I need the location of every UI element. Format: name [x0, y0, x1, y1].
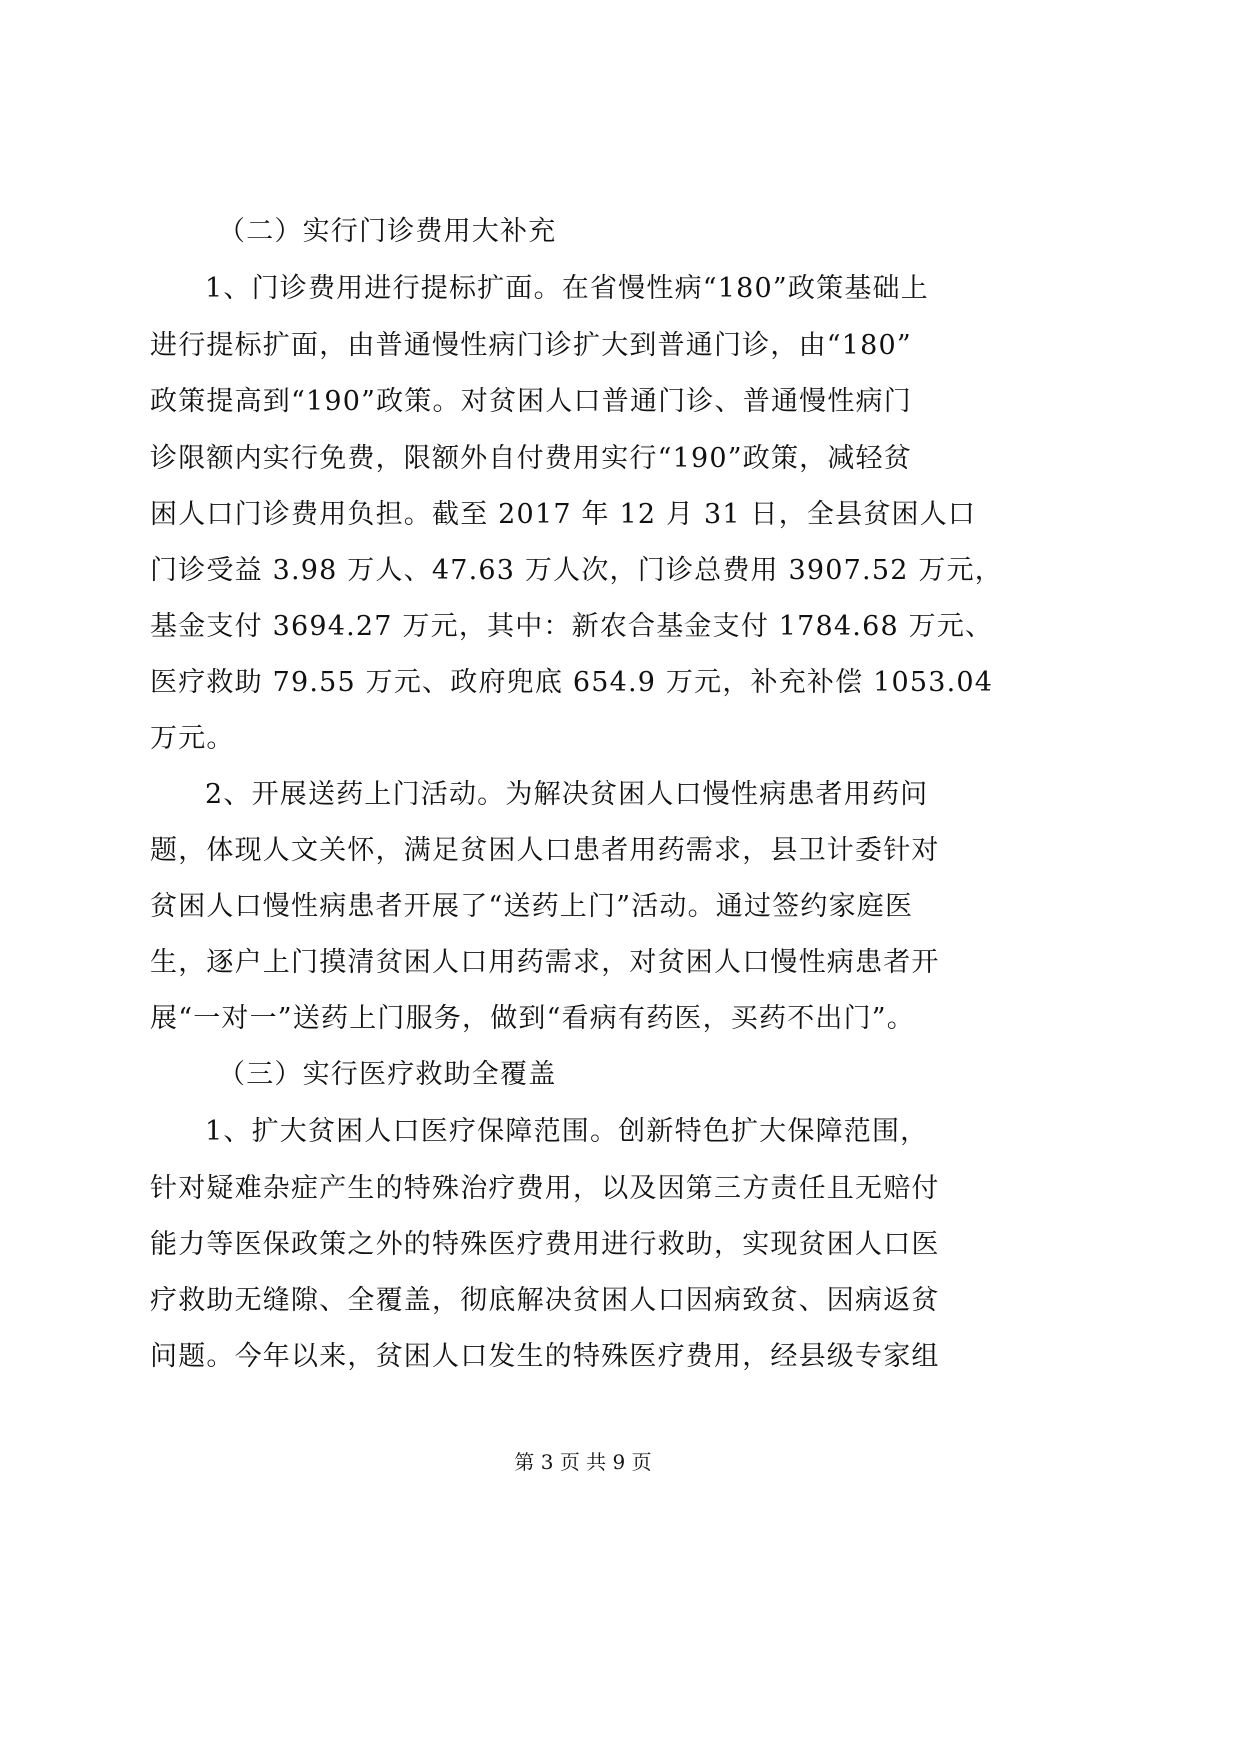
paragraph-line: 能力等医保政策之外的特殊医疗费用进行救助，实现贫困人口医 — [150, 1229, 940, 1260]
paragraph-line: 问题。今年以来，贫困人口发生的特殊医疗费用，经县级专家组 — [150, 1341, 940, 1372]
paragraph-line: 进行提标扩面，由普通慢性病门诊扩大到普通门诊，由“180” — [150, 330, 912, 361]
paragraph-line: 1、扩大贫困人口医疗保障范围。创新特色扩大保障范围， — [205, 1116, 929, 1147]
section-heading: （三）实行医疗救助全覆盖 — [218, 1059, 557, 1090]
paragraph-line: 展“一对一”送药上门服务，做到“看病有药医，买药不出门”。 — [150, 1003, 916, 1034]
section-heading: （二）实行门诊费用大补充 — [218, 216, 557, 247]
paragraph-line: 1、门诊费用进行提标扩面。在省慢性病“180”政策基础上 — [205, 273, 929, 304]
paragraph-line: 万元。 — [150, 723, 235, 754]
paragraph-line: 医疗救助 79.55 万元、政府兜底 654.9 万元，补充补偿 1053.04 — [150, 667, 994, 698]
paragraph-line: 诊限额内实行免费，限额外自付费用实行“190”政策，减轻贫 — [150, 443, 912, 474]
paragraph-line: 门诊受益 3.98 万人、47.63 万人次，门诊总费用 3907.52 万元， — [150, 555, 1003, 586]
paragraph-line: 生，逐户上门摸清贫困人口用药需求，对贫困人口慢性病患者开 — [150, 947, 940, 978]
page-footer: 第 3 页 共 9 页 — [514, 1450, 652, 1474]
paragraph-line: 基金支付 3694.27 万元，其中：新农合基金支付 1784.68 万元、 — [150, 611, 994, 642]
paragraph-line: 政策提高到“190”政策。对贫困人口普通门诊、普通慢性病门 — [150, 386, 912, 417]
paragraph-line: 困人口门诊费用负担。截至 2017 年 12 月 31 日，全县贫困人口 — [150, 499, 977, 530]
paragraph-line: 题，体现人文关怀，满足贫困人口患者用药需求，县卫计委针对 — [150, 835, 940, 866]
paragraph-line: 2、开展送药上门活动。为解决贫困人口慢性病患者用药问 — [205, 779, 929, 810]
paragraph-line: 贫困人口慢性病患者开展了“送药上门”活动。通过签约家庭医 — [150, 891, 914, 922]
paragraph-line: 针对疑难杂症产生的特殊治疗费用，以及因第三方责任且无赔付 — [150, 1173, 940, 1204]
paragraph-line: 疗救助无缝隙、全覆盖，彻底解决贫困人口因病致贫、因病返贫 — [150, 1285, 940, 1316]
